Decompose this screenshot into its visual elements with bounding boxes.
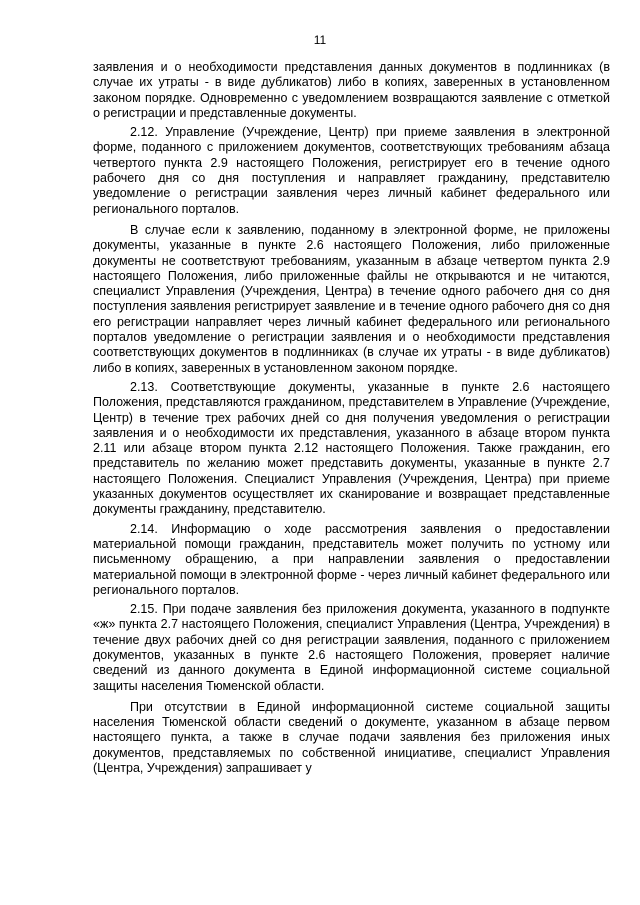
document-body — [93, 60, 610, 780]
page-number: 11 — [313, 33, 327, 47]
paragraph-2-12-case: В случае если к заявлению, поданному в электронной форме, не приложены документы, указанные в пункте 2.6 настоящего Положения, либо приложенные документы не соответствуют требованиям, указанным в абзаце четвертом пункта 2.9 настоящего Положения, либо приложенные файлы не открываются и не читаются, специалист Управления (Учреждения, Центра) в течение одного рабочего дня со дня поступления заявления регистрирует заявление и в течение одного рабочего дня со дня его регистрации направляет через личный кабинет федерального или регионального порталов уведомление о регистрации заявления и о необходимости представления соответствующих документов в подлинниках (в случае их утраты - в виде дубликатов) либо в копиях, заверенных в установленном законом порядке. — [93, 222, 610, 375]
paragraph-2-15: 2.15. При подаче заявления без приложения документа, указанного в подпункте «ж» пункта 2.7 настоящего Положения, специалист Управления (Центра, Учреждения) в течение двух рабочих дней со дня регистрации заявления, поданного с приложением документов, указанных в пункте 2.6 настоящего Положения, проверяет наличие сведений из данного документа в Единой информационной системе социальной защиты населения Тюменской области. — [93, 602, 610, 693]
paragraph-2-13: 2.13. Соответствующие документы, указанные в пункте 2.6 настоящего Положения, представляются гражданином, представителем в Управление (Учреждение, Центр) в течение трех рабочих дней со дня получения уведомления о регистрации заявления и о необходимости их представления, указанного в абзаце втором пункта 2.11 или абзаце втором пункта 2.12 настоящего Положения. Также гражданин, его представитель по желанию может представить документы, указанные в пункте 2.7 настоящего Положения. Специалист Управления (Учреждения, Центра) при приеме указанных документов осуществляет их сканирование и возвращает представленные документы гражданину, представителю. — [93, 379, 610, 517]
paragraph-2-14: 2.14. Информацию о ходе рассмотрения заявления о предоставлении материальной помощи гражданин, представитель может получить по устному или письменному обращению, а при направлении заявления о предоставлении материальной помощи в электронной форме - через личный кабинет федерального или регионального порталов. — [93, 521, 610, 597]
paragraph-continuation: заявления и о необходимости представления данных документов в подлинниках (в случае их утраты - в виде дубликатов) либо в копиях, заверенных в установленном законом порядке. Одновременно с уведомлением возвращаются заявление с отметкой о регистрации и представленные документы. — [93, 60, 610, 120]
paragraph-2-15-absence: При отсутствии в Единой информационной системе социальной защиты населения Тюменской области сведений о документе, указанном в абзаце первом настоящего пункта, а также в случае подачи заявления без приложения иных документов, представляемых по собственной инициативе, специалист Управления (Центра, Учреждения) запрашивает у — [93, 699, 610, 776]
paragraph-2-12: 2.12. Управление (Учреждение, Центр) при приеме заявления в электронной форме, поданного с приложением документов, соответствующих требованиям абзаца четвертого пункта 2.9 настоящего Положения, регистрирует его в течение одного рабочего дня со дня поступления и направляет гражданину, представителю уведомление о регистрации заявления через личный кабинет федерального или регионального порталов. — [93, 125, 610, 216]
